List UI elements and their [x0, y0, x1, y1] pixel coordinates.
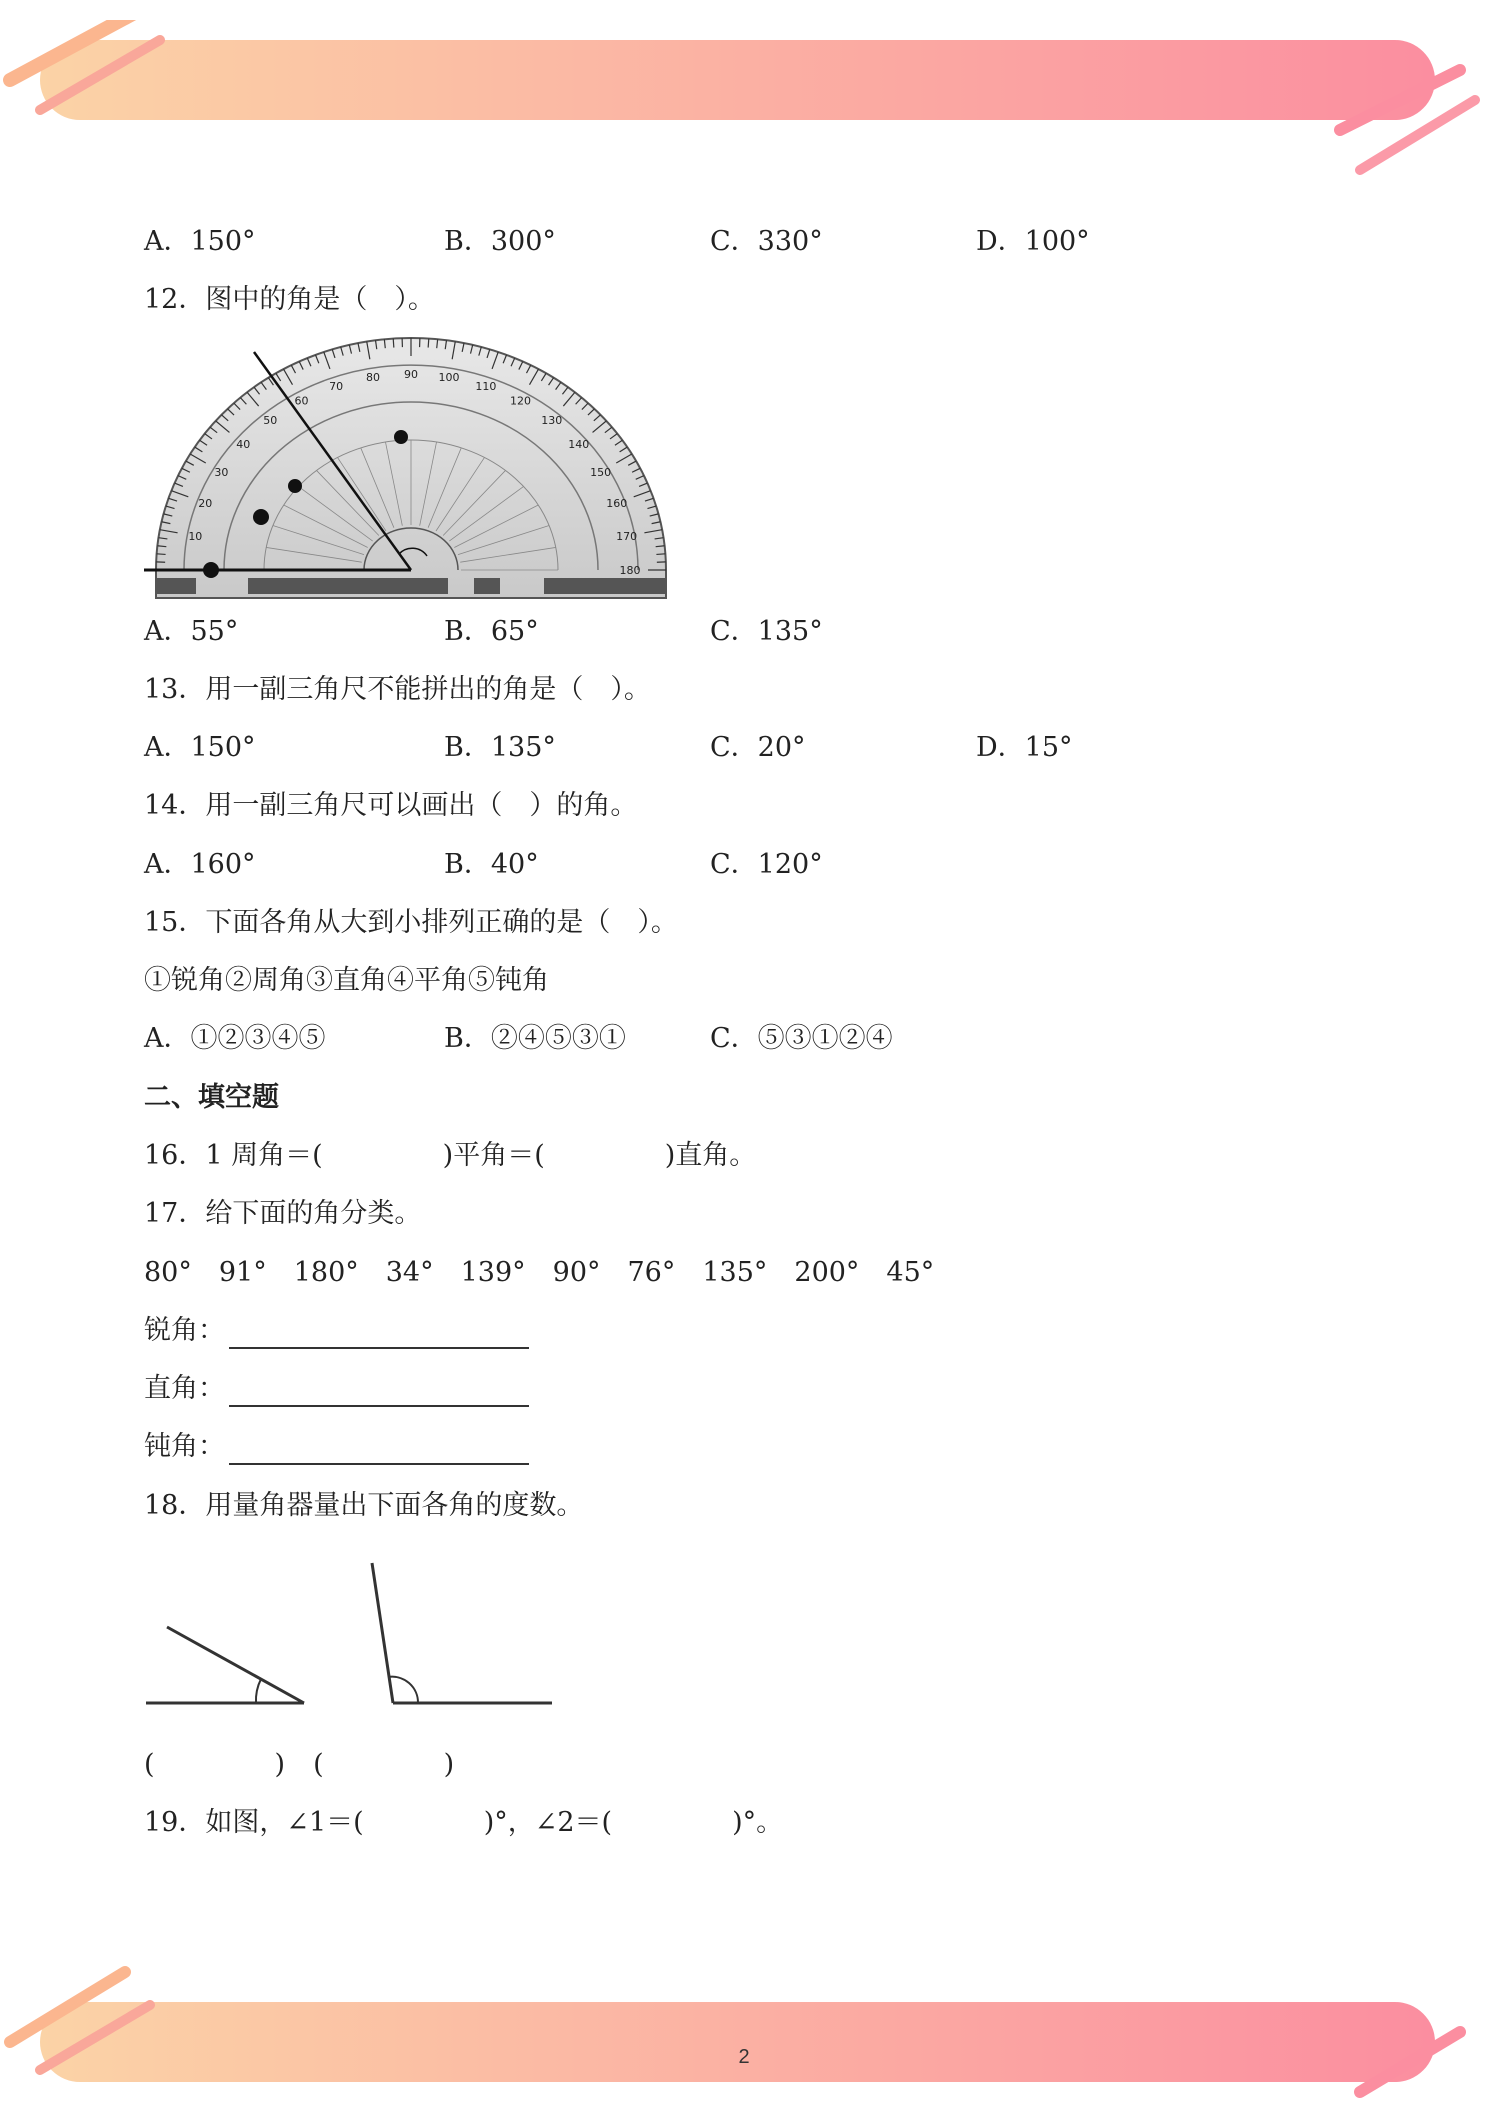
header-banner — [0, 20, 1488, 190]
q18-angle-figures — [144, 1555, 564, 1715]
q17-acute-row — [144, 1313, 529, 1349]
q17-obtuse-label: 钝角： — [144, 1431, 225, 1462]
protractor-figure — [144, 330, 674, 602]
protractor-tick — [393, 339, 394, 348]
q11-option-d: D．100° — [976, 226, 1090, 257]
q14-option-a: A．160° — [144, 849, 256, 880]
q17-stem: 17．给下面的角分类。 — [144, 1198, 422, 1229]
q18-stem: 18．用量角器量出下面各角的度数。 — [144, 1490, 584, 1521]
protractor-scale-label: 30 — [214, 466, 229, 479]
q17-right-label: 直角： — [144, 1373, 225, 1404]
protractor-tick — [428, 339, 429, 348]
protractor-scale-label: 10 — [188, 529, 203, 543]
q13-option-a: A．150° — [144, 732, 256, 763]
q19-suffix: )°。 — [732, 1807, 784, 1838]
q18-answer-1-open: ( — [144, 1749, 155, 1780]
q18-angle-1 — [146, 1627, 304, 1703]
q18-answer-row — [144, 1747, 454, 1783]
footer-banner — [0, 1960, 1488, 2104]
q14-option-b: B．40° — [444, 849, 539, 880]
q17-obtuse-row — [144, 1429, 529, 1465]
protractor-scale-label: 150 — [590, 466, 612, 479]
protractor-tick — [157, 554, 166, 555]
q16-line — [144, 1138, 756, 1174]
q15-option-c: C．⑤③①②④ — [710, 1023, 893, 1054]
protractor-scale-label: 120 — [510, 394, 531, 408]
q17-right-row — [144, 1371, 529, 1407]
q12-option-b: B．65° — [444, 616, 539, 647]
q18-angle-2 — [372, 1563, 552, 1703]
protractor-scale-label: 140 — [568, 438, 590, 452]
q15-stem: 15．下面各角从大到小排列正确的是（ ）。 — [144, 907, 678, 938]
q13-stem: 13．用一副三角尺不能拼出的角是（ ）。 — [144, 674, 651, 705]
q19-line — [144, 1805, 783, 1841]
q15-option-a: A．①②③④⑤ — [144, 1023, 326, 1054]
q15-option-b: B．②④⑤③① — [444, 1023, 626, 1054]
protractor-scale-label: 70 — [329, 379, 344, 393]
protractor-scale-label: 100 — [438, 370, 460, 384]
q13-option-b: B．135° — [444, 732, 556, 763]
protractor-scale-label: 170 — [616, 529, 638, 543]
section-title-fill-blank: 二、填空题 — [144, 1082, 279, 1113]
q11-option-a: A．150° — [144, 226, 256, 257]
q15-items: ①锐角②周角③直角④平角⑤钝角 — [144, 965, 549, 996]
q19-prefix: 19．如图，∠1＝( — [144, 1807, 364, 1838]
q18-answer-2-close: ) — [443, 1749, 455, 1780]
q18-answer-2-open: ( — [313, 1749, 324, 1780]
q17-acute-blank[interactable] — [229, 1321, 529, 1349]
q14-option-c: C．120° — [710, 849, 823, 880]
q17-acute-label: 锐角： — [144, 1315, 225, 1346]
q18-answer-1-close: ) — [274, 1749, 286, 1780]
q16-middle: )平角＝( — [442, 1140, 545, 1171]
q14-stem: 14．用一副三角尺可以画出（ ）的角。 — [144, 790, 638, 821]
protractor-scale-label: 60 — [294, 394, 309, 408]
q17-angle-list: 80° 91° 180° 34° 139° 90° 76° 135° 200° 45° — [144, 1257, 935, 1288]
q13-option-d: D．15° — [976, 732, 1073, 763]
q19-middle: )°，∠2＝( — [483, 1807, 613, 1838]
q16-prefix: 16．1 周角＝( — [144, 1140, 323, 1171]
protractor-scale-label: 80 — [365, 370, 380, 384]
protractor-scale-label: 110 — [475, 379, 497, 393]
q12-stem: 12．图中的角是（ ）。 — [144, 284, 435, 315]
q11-option-b: B．300° — [444, 226, 556, 257]
protractor-scale-label: 160 — [606, 496, 628, 510]
protractor-scale-label: 20 — [198, 496, 213, 510]
protractor-scale-label: 180 — [619, 564, 641, 577]
protractor-scale-label: 40 — [236, 438, 251, 452]
page-number: 2 — [738, 2046, 750, 2068]
protractor-scale-label: 130 — [541, 413, 563, 427]
q12-option-c: C．135° — [710, 616, 823, 647]
q17-obtuse-blank[interactable] — [229, 1437, 529, 1465]
protractor-tick — [656, 554, 665, 555]
q12-option-a: A．55° — [144, 616, 239, 647]
q13-option-c: C．20° — [710, 732, 806, 763]
protractor-scale-label: 90 — [404, 368, 418, 381]
protractor-scale-label: 50 — [263, 413, 278, 427]
q16-suffix: )直角。 — [664, 1140, 757, 1171]
q11-option-c: C．330° — [710, 226, 823, 257]
q17-right-blank[interactable] — [229, 1379, 529, 1407]
